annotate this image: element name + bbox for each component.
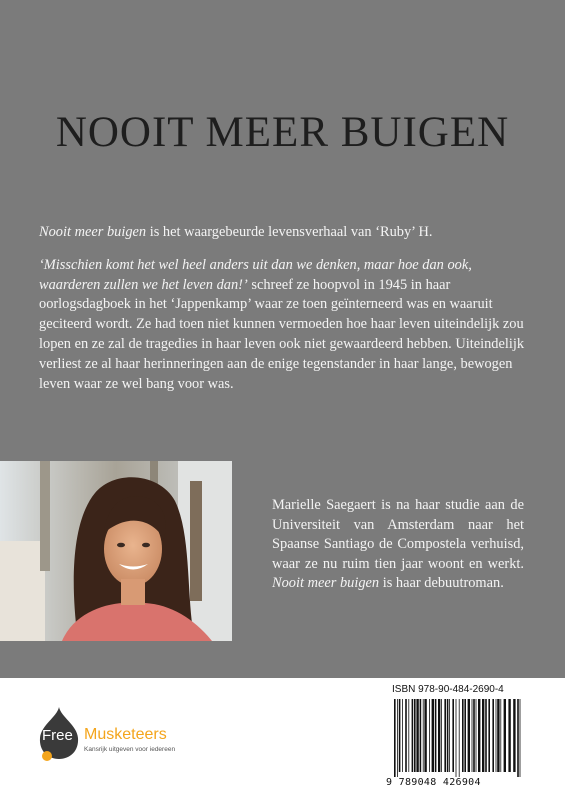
blurb-intro <box>39 223 527 243</box>
intro-book-title: Nooit meer buigen <box>39 224 147 240</box>
author-portrait-image <box>0 461 232 641</box>
author-photo <box>0 461 232 641</box>
bio-text: Marielle Saegaert is na haar studie aan de Universiteit van Amsterdam naar het Spaanse Santiago de Compostela verhuisd, waar ze nu ruim tien jaar woont en werkt. <box>272 497 524 572</box>
logo-free-text: Free <box>42 727 73 744</box>
isbn-label: ISBN 978-90-484-2690-4 <box>392 684 504 695</box>
author-bio <box>272 496 524 594</box>
barcode-icon <box>392 699 522 777</box>
barcode-digits: 9 789048 426904 <box>386 777 481 788</box>
logo-tagline: Kansrijk uitgeven voor iedereen <box>84 746 176 753</box>
diary-quote: ‘Misschien komt het wel heel anders uit dan we denken, maar hoe dan ook, waarderen zullen we het leven dan!’ <box>39 256 472 293</box>
bio-book-title: Nooit meer buigen <box>272 575 380 592</box>
logo-name-text: Musketeers <box>84 726 167 743</box>
publisher-logo <box>37 705 197 767</box>
intro-text: is het waargebeurde levensverhaal van ‘Ruby’ H. <box>146 224 433 240</box>
blurb <box>39 223 527 394</box>
book-title: NOOIT MEER BUIGEN <box>55 109 510 156</box>
blurb-story <box>39 256 527 395</box>
bio-text-end: is haar debuutroman. <box>379 575 504 592</box>
story-text: schreef ze hoopvol in 1945 in haar oorlogsdagboek in het ‘Jappenkamp’ waar ze toen geïnterneerd was en waaruit geciteerd wordt. Ze had toen niet kunnen vermoeden hoe haar leven uiteindelijk zou lopen en ze zal de tragedies in haar leven ook niet gewaardeerd hebben. Uiteindelijk verliest ze al haar herinneringen aan de enige tegenstander in haar lange, bewogen leven waar ze wel bang voor was. <box>39 276 525 392</box>
